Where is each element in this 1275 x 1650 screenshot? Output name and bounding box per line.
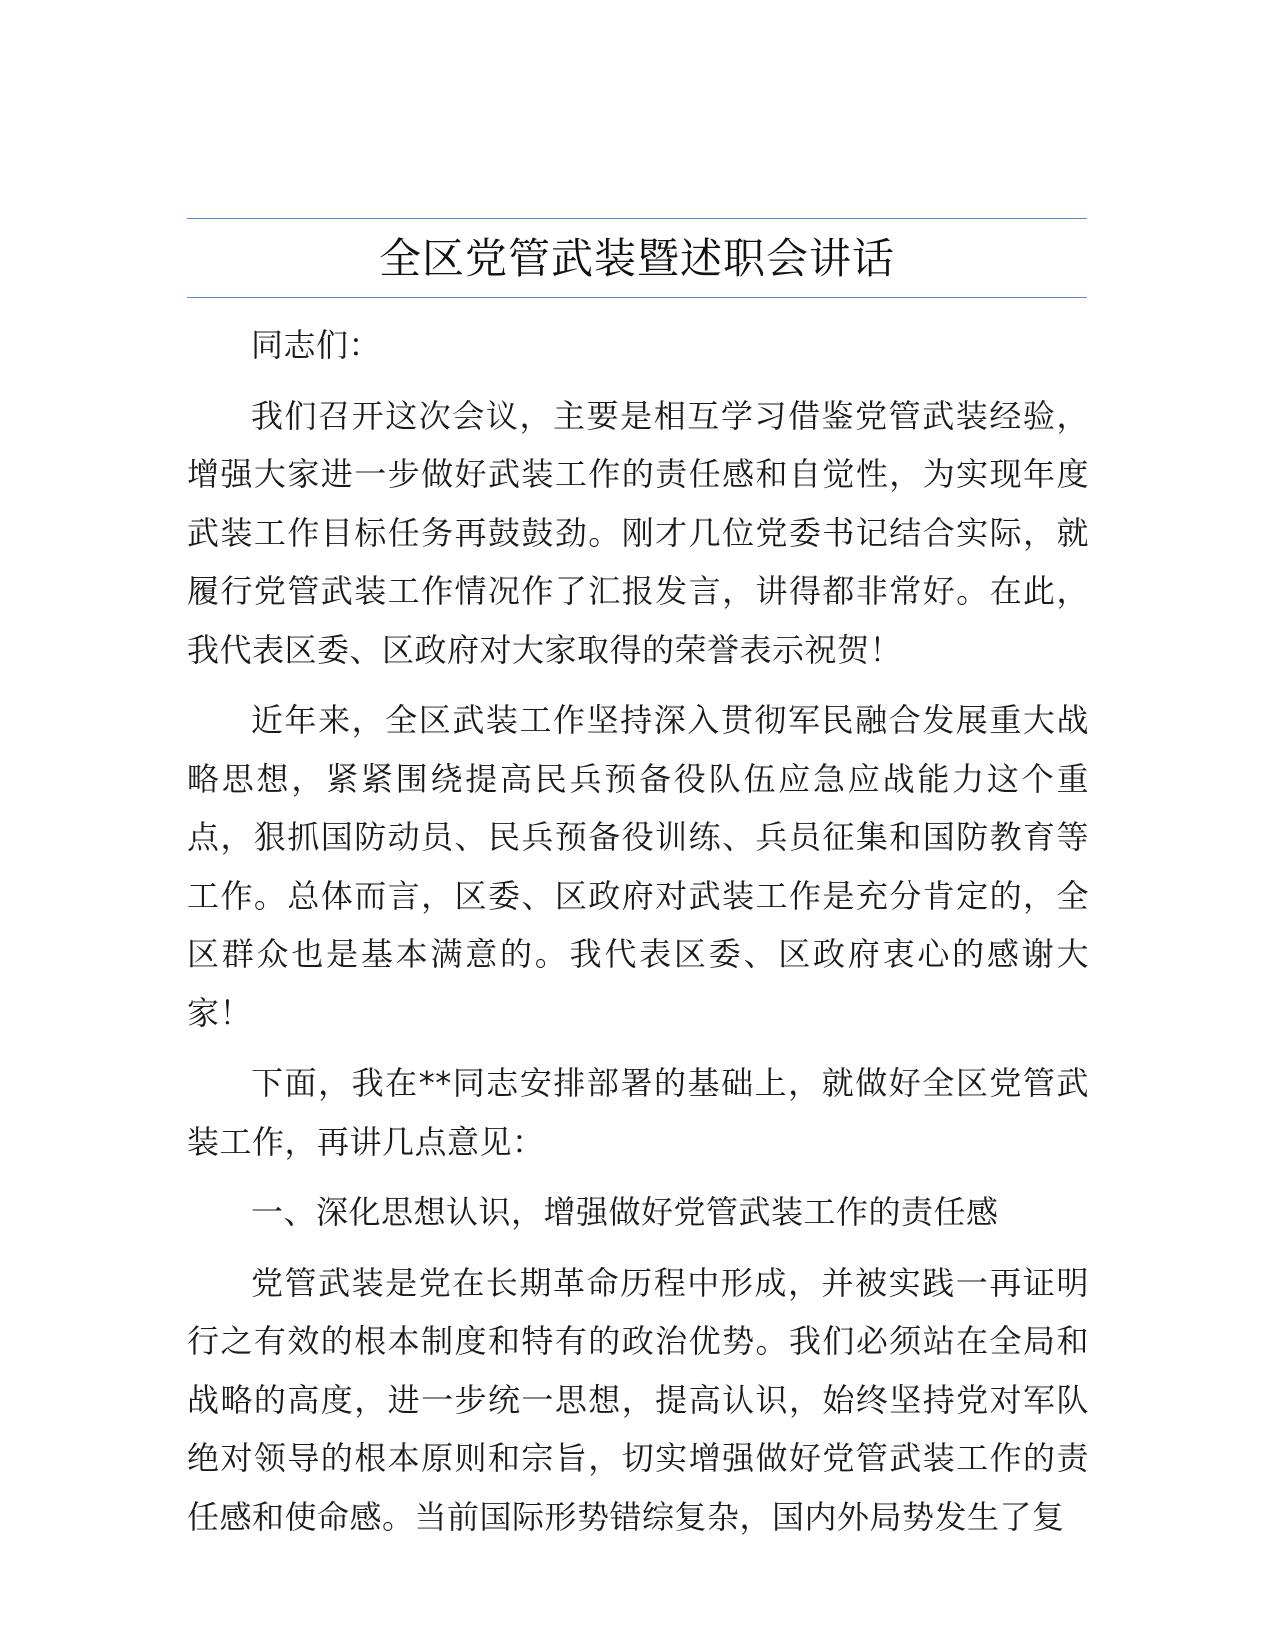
paragraph-introduction: 下面，我在**同志安排部署的基础上，就做好全区党管武装工作，再讲几点意见： xyxy=(187,1064,1089,1161)
section-heading-1: 一、深化思想认识，增强做好党管武装工作的责任感 xyxy=(251,1193,999,1231)
paragraph-section-1: 党管武装是党在长期革命历程中形成，并被实践一再证明行之有效的根本制度和特有的政治优势。我们必须站在全局和战略的高度，进一步统一思想，提高认识，始终坚持党对军队绝对领导的根本原则和宗旨，切实增强做好党管武装工作的责任感和使命感。当前国际形势错综复杂，国内外局势发生了复 xyxy=(187,1263,1089,1536)
title-block xyxy=(187,218,1087,298)
paragraph-salutation: 同志们： xyxy=(251,326,382,364)
document-title: 全区党管武装暨述职会讲话 xyxy=(378,234,895,283)
paragraph-meeting-purpose: 我们召开这次会议，主要是相互学习借鉴党管武装经验，增强大家进一步做好武装工作的责任感和自觉性，为实现年度武装工作目标任务再鼓鼓劲。刚才几位党委书记结合实际，就履行党管武装工作情况作了汇报发言，讲得都非常好。在此，我代表区委、区政府对大家取得的荣誉表示祝贺！ xyxy=(187,396,1089,669)
document-body xyxy=(187,316,1089,1558)
paragraph-recent-years: 近年来，全区武装工作坚持深入贯彻军民融合发展重大战略思想，紧紧围绕提高民兵预备役队伍应急应战能力这个重点，狠抓国防动员、民兵预备役训练、兵员征集和国防教育等工作。总体而言，区委、区政府对武装工作是充分肯定的，全区群众也是基本满意的。我代表区委、区政府衷心的感谢大家！ xyxy=(187,701,1089,1032)
